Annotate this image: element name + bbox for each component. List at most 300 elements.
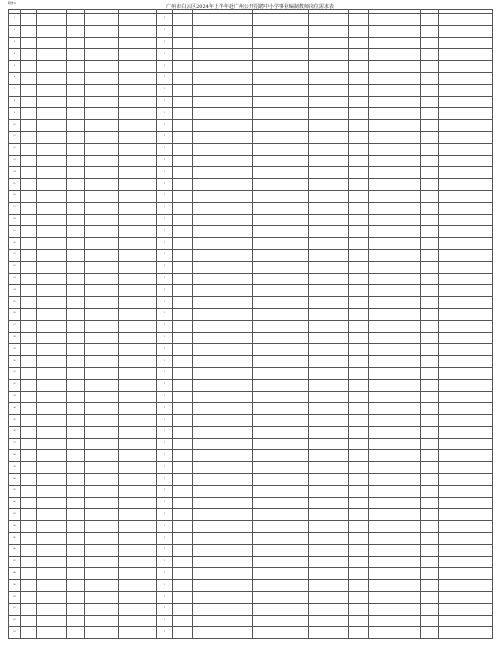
table-cell <box>193 214 253 226</box>
table-cell <box>349 37 369 49</box>
table-cell <box>67 190 85 202</box>
table-cell <box>37 320 67 332</box>
table-cell <box>421 297 439 309</box>
table-cell <box>193 615 253 627</box>
table-cell: 1 <box>157 226 173 238</box>
table-row <box>9 214 493 226</box>
table-cell <box>37 61 67 73</box>
table-cell <box>253 332 309 344</box>
table-cell: 8 <box>9 96 21 108</box>
table-cell <box>309 615 349 627</box>
table-cell <box>369 249 421 261</box>
table-cell <box>421 450 439 462</box>
table-cell: 1 <box>157 391 173 403</box>
table-cell <box>173 14 193 26</box>
table-row <box>9 474 493 486</box>
table-cell <box>193 108 253 120</box>
table-cell <box>439 308 493 320</box>
table-cell <box>21 202 37 214</box>
table-cell <box>21 308 37 320</box>
table-row <box>9 14 493 26</box>
table-cell <box>173 143 193 155</box>
table-row <box>9 285 493 297</box>
table-cell <box>349 320 369 332</box>
table-cell <box>37 108 67 120</box>
table-cell: 28 <box>9 332 21 344</box>
table-cell <box>37 533 67 545</box>
table-cell <box>173 273 193 285</box>
table-cell <box>309 497 349 509</box>
table-cell <box>421 344 439 356</box>
table-cell: 1 <box>157 332 173 344</box>
table-cell <box>193 190 253 202</box>
table-cell <box>349 61 369 73</box>
table-cell <box>439 533 493 545</box>
table-cell <box>67 615 85 627</box>
table-cell <box>21 261 37 273</box>
recruitment-table <box>8 9 493 639</box>
table-row <box>9 167 493 179</box>
table-cell <box>369 84 421 96</box>
table-cell <box>173 367 193 379</box>
table-cell <box>369 521 421 533</box>
table-cell <box>439 415 493 427</box>
table-cell <box>349 332 369 344</box>
table-cell <box>349 344 369 356</box>
table-cell <box>349 450 369 462</box>
annex-label: 附件1 <box>8 1 16 5</box>
table-row <box>9 155 493 167</box>
table-cell <box>439 131 493 143</box>
table-cell <box>119 120 157 132</box>
table-cell <box>309 261 349 273</box>
table-cell: 35 <box>9 415 21 427</box>
table-cell <box>37 202 67 214</box>
table-cell <box>369 72 421 84</box>
table-cell <box>439 25 493 37</box>
table-cell <box>119 37 157 49</box>
table-cell <box>369 285 421 297</box>
table-cell <box>37 474 67 486</box>
table-cell <box>193 249 253 261</box>
table-cell: 4 <box>9 49 21 61</box>
table-cell <box>119 497 157 509</box>
table-cell <box>67 356 85 368</box>
table-cell: 22 <box>9 261 21 273</box>
table-cell <box>309 603 349 615</box>
table-cell <box>37 438 67 450</box>
table-cell <box>119 167 157 179</box>
table-cell <box>369 509 421 521</box>
table-cell <box>21 25 37 37</box>
table-cell: 21 <box>9 249 21 261</box>
table-cell <box>85 367 119 379</box>
table-cell: 12 <box>9 143 21 155</box>
table-cell: 1 <box>157 592 173 604</box>
table-cell <box>369 391 421 403</box>
table-cell <box>119 214 157 226</box>
table-cell <box>349 438 369 450</box>
table-cell <box>439 521 493 533</box>
table-cell <box>349 49 369 61</box>
table-cell <box>439 202 493 214</box>
table-cell <box>369 14 421 26</box>
table-cell <box>421 190 439 202</box>
table-cell <box>21 592 37 604</box>
table-row <box>9 603 493 615</box>
table-cell <box>173 120 193 132</box>
table-cell <box>193 485 253 497</box>
table-cell <box>309 155 349 167</box>
table-cell <box>37 592 67 604</box>
table-cell <box>439 391 493 403</box>
table-cell <box>119 131 157 143</box>
table-cell <box>349 415 369 427</box>
table-cell <box>173 344 193 356</box>
table-cell <box>119 521 157 533</box>
table-cell <box>439 226 493 238</box>
table-cell <box>421 96 439 108</box>
table-cell <box>253 615 309 627</box>
table-cell <box>253 49 309 61</box>
table-cell: 1 <box>157 96 173 108</box>
table-cell <box>193 143 253 155</box>
table-cell <box>173 450 193 462</box>
table-cell <box>173 592 193 604</box>
table-cell <box>349 72 369 84</box>
table-cell <box>37 391 67 403</box>
table-cell: 6 <box>9 72 21 84</box>
table-cell <box>21 72 37 84</box>
table-cell <box>193 556 253 568</box>
table-cell <box>21 544 37 556</box>
table-cell <box>253 297 309 309</box>
table-cell <box>119 72 157 84</box>
table-cell <box>67 49 85 61</box>
table-cell <box>85 61 119 73</box>
table-cell <box>193 155 253 167</box>
table-cell <box>67 14 85 26</box>
table-cell <box>309 308 349 320</box>
table-cell <box>421 332 439 344</box>
table-cell <box>67 96 85 108</box>
table-cell <box>309 238 349 250</box>
table-cell <box>85 320 119 332</box>
table-cell <box>85 297 119 309</box>
table-cell <box>421 49 439 61</box>
table-cell <box>37 238 67 250</box>
table-cell <box>37 568 67 580</box>
table-cell <box>349 474 369 486</box>
table-row <box>9 84 493 96</box>
table-cell <box>67 131 85 143</box>
table-cell <box>173 249 193 261</box>
table-cell <box>421 367 439 379</box>
table-cell <box>21 391 37 403</box>
table-cell <box>119 426 157 438</box>
table-cell <box>85 462 119 474</box>
table-cell <box>439 462 493 474</box>
table-cell <box>439 450 493 462</box>
table-cell <box>21 214 37 226</box>
table-cell: 1 <box>157 190 173 202</box>
table-cell: 50 <box>9 592 21 604</box>
table-cell <box>439 592 493 604</box>
table-cell <box>67 25 85 37</box>
table-cell <box>421 25 439 37</box>
table-cell <box>349 84 369 96</box>
table-cell <box>119 238 157 250</box>
table-cell <box>309 332 349 344</box>
table-cell <box>349 261 369 273</box>
table-cell <box>439 627 493 639</box>
table-cell <box>349 533 369 545</box>
table-cell <box>421 556 439 568</box>
table-cell: 1 <box>157 533 173 545</box>
table-cell <box>37 249 67 261</box>
table-cell <box>193 226 253 238</box>
table-cell: 1 <box>157 615 173 627</box>
table-cell <box>173 297 193 309</box>
table-cell <box>37 72 67 84</box>
table-cell <box>67 108 85 120</box>
table-cell <box>173 285 193 297</box>
table-cell <box>349 462 369 474</box>
table-cell <box>85 120 119 132</box>
table-cell <box>173 214 193 226</box>
table-cell <box>309 72 349 84</box>
table-cell <box>21 108 37 120</box>
table-cell <box>85 131 119 143</box>
table-cell: 1 <box>157 415 173 427</box>
table-cell <box>67 214 85 226</box>
table-cell <box>253 462 309 474</box>
table-cell <box>119 367 157 379</box>
table-cell <box>193 261 253 273</box>
table-cell <box>119 332 157 344</box>
table-cell <box>119 533 157 545</box>
table-cell: 30 <box>9 356 21 368</box>
table-cell <box>421 202 439 214</box>
table-cell <box>85 533 119 545</box>
table-cell <box>349 615 369 627</box>
table-cell <box>253 438 309 450</box>
table-cell <box>439 438 493 450</box>
table-cell <box>21 438 37 450</box>
table-cell: 1 <box>157 367 173 379</box>
table-cell <box>193 344 253 356</box>
table-cell <box>67 403 85 415</box>
table-row <box>9 533 493 545</box>
table-cell <box>85 285 119 297</box>
table-cell <box>193 544 253 556</box>
table-cell <box>421 120 439 132</box>
table-cell <box>21 615 37 627</box>
table-cell: 18 <box>9 214 21 226</box>
table-cell <box>37 14 67 26</box>
table-cell: 1 <box>157 25 173 37</box>
table-cell <box>253 344 309 356</box>
table-cell: 1 <box>157 403 173 415</box>
table-cell <box>173 202 193 214</box>
table-cell <box>309 627 349 639</box>
table-cell <box>309 297 349 309</box>
table-cell <box>85 14 119 26</box>
table-cell <box>193 273 253 285</box>
table-cell <box>439 603 493 615</box>
table-cell <box>21 37 37 49</box>
table-cell <box>21 14 37 26</box>
table-cell <box>253 320 309 332</box>
table-cell <box>369 226 421 238</box>
table-cell <box>67 320 85 332</box>
table-cell: 1 <box>157 556 173 568</box>
table-cell <box>37 426 67 438</box>
table-cell <box>193 521 253 533</box>
table-cell: 11 <box>9 131 21 143</box>
table-cell <box>119 615 157 627</box>
table-cell: 37 <box>9 438 21 450</box>
table-cell <box>21 509 37 521</box>
table-cell <box>67 367 85 379</box>
table-cell <box>439 96 493 108</box>
table-cell <box>67 485 85 497</box>
table-cell <box>173 320 193 332</box>
table-cell <box>193 61 253 73</box>
table-cell <box>439 615 493 627</box>
table-cell <box>253 61 309 73</box>
table-cell: 43 <box>9 509 21 521</box>
table-cell <box>119 403 157 415</box>
table-cell <box>439 367 493 379</box>
table-cell: 1 <box>157 438 173 450</box>
table-cell: 1 <box>157 167 173 179</box>
table-cell <box>349 592 369 604</box>
table-cell <box>85 261 119 273</box>
table-cell <box>349 356 369 368</box>
table-cell <box>119 202 157 214</box>
table-cell <box>421 320 439 332</box>
table-cell: 27 <box>9 320 21 332</box>
table-cell <box>369 320 421 332</box>
table-cell <box>67 179 85 191</box>
table-cell <box>119 308 157 320</box>
table-row <box>9 544 493 556</box>
table-cell <box>67 509 85 521</box>
table-cell <box>119 14 157 26</box>
table-cell <box>253 403 309 415</box>
table-cell <box>193 49 253 61</box>
table-cell <box>37 155 67 167</box>
table-cell <box>421 403 439 415</box>
table-cell <box>67 568 85 580</box>
table-cell <box>439 167 493 179</box>
table-cell: 48 <box>9 568 21 580</box>
table-cell <box>37 615 67 627</box>
table-cell <box>21 367 37 379</box>
table-cell <box>37 415 67 427</box>
table-cell <box>37 120 67 132</box>
table-cell <box>349 391 369 403</box>
table-cell <box>173 96 193 108</box>
table-cell <box>439 179 493 191</box>
table-cell <box>349 367 369 379</box>
table-cell: 3 <box>9 37 21 49</box>
table-row <box>9 108 493 120</box>
table-cell: 7 <box>9 84 21 96</box>
table-cell <box>173 332 193 344</box>
table-cell <box>439 214 493 226</box>
table-cell <box>421 533 439 545</box>
table-cell <box>193 627 253 639</box>
table-cell <box>85 426 119 438</box>
table-cell: 1 <box>157 285 173 297</box>
table-cell <box>253 285 309 297</box>
table-cell: 1 <box>157 627 173 639</box>
table-cell <box>119 143 157 155</box>
table-cell <box>193 37 253 49</box>
table-row <box>9 273 493 285</box>
table-cell <box>193 367 253 379</box>
table-cell <box>349 379 369 391</box>
table-cell <box>439 261 493 273</box>
table-cell <box>85 167 119 179</box>
table-cell <box>253 273 309 285</box>
table-cell <box>119 544 157 556</box>
table-cell <box>37 332 67 344</box>
table-cell <box>253 143 309 155</box>
table-cell <box>37 297 67 309</box>
table-cell <box>21 415 37 427</box>
table-cell <box>309 25 349 37</box>
table-cell <box>253 190 309 202</box>
table-cell <box>309 14 349 26</box>
table-cell <box>85 202 119 214</box>
table-cell <box>119 261 157 273</box>
table-cell <box>369 190 421 202</box>
table-cell <box>349 190 369 202</box>
table-cell <box>369 533 421 545</box>
table-cell: 1 <box>157 214 173 226</box>
table-cell <box>85 84 119 96</box>
table-cell <box>21 332 37 344</box>
table-cell <box>309 143 349 155</box>
table-cell <box>421 72 439 84</box>
table-cell <box>253 485 309 497</box>
table-cell <box>369 261 421 273</box>
table-cell <box>85 603 119 615</box>
table-cell <box>85 556 119 568</box>
table-cell <box>85 415 119 427</box>
table-cell <box>119 627 157 639</box>
table-cell: 38 <box>9 450 21 462</box>
table-cell <box>253 556 309 568</box>
table-cell <box>67 285 85 297</box>
table-cell <box>439 108 493 120</box>
table-row <box>9 249 493 261</box>
table-cell <box>421 261 439 273</box>
table-row <box>9 190 493 202</box>
table-cell <box>85 179 119 191</box>
table-cell <box>37 497 67 509</box>
table-row <box>9 332 493 344</box>
table-cell <box>173 72 193 84</box>
table-cell <box>67 202 85 214</box>
table-cell <box>309 568 349 580</box>
table-cell <box>253 167 309 179</box>
table-cell <box>85 497 119 509</box>
table-cell: 14 <box>9 167 21 179</box>
